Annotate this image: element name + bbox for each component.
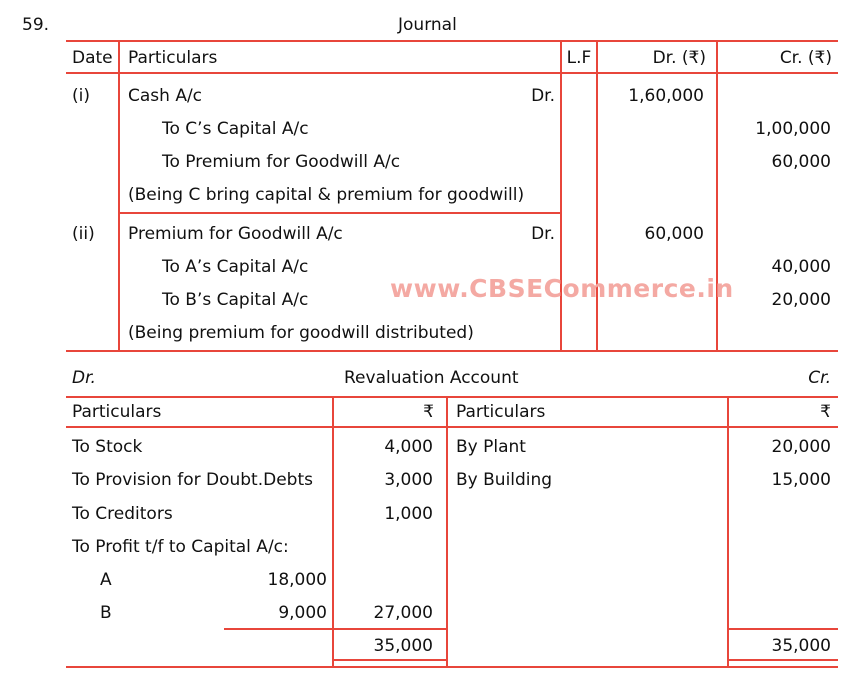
entry-1-date: (i) bbox=[72, 86, 90, 106]
journal-bottom-rule bbox=[66, 350, 838, 352]
journal-top-rule bbox=[66, 40, 838, 42]
reval-dr-total-double-rule bbox=[334, 659, 446, 661]
entry-2-dr-mark: Dr. bbox=[531, 224, 555, 244]
reval-profit-label: To Profit t/f to Capital A/c: bbox=[72, 537, 289, 557]
question-number: 59. bbox=[22, 15, 50, 35]
reval-cr-total-double-rule bbox=[729, 659, 838, 661]
reval-header-dr-amount: ₹ bbox=[423, 402, 434, 422]
journal-header-date: Date bbox=[72, 48, 113, 68]
reval-profit-partner-b: B bbox=[100, 603, 112, 623]
reval-debit-3-label: To Creditors bbox=[72, 504, 173, 524]
reval-dr-label: Dr. bbox=[72, 368, 96, 388]
reval-cr-label: Cr. bbox=[808, 368, 831, 388]
reval-title: Revaluation Account bbox=[344, 368, 519, 388]
reval-header-cr-amount: ₹ bbox=[820, 402, 831, 422]
journal-header-rule bbox=[66, 72, 838, 74]
entry-2-credit-1-account: To A’s Capital A/c bbox=[162, 257, 309, 277]
entry-2-credit-2-account: To B’s Capital A/c bbox=[162, 290, 309, 310]
entry-1-credit-1-amount: 1,00,000 bbox=[755, 119, 831, 139]
reval-cr-total-top-rule bbox=[729, 628, 838, 630]
watermark: www.CBSECommerce.in bbox=[390, 274, 734, 303]
journal-header-dr: Dr. (₹) bbox=[652, 48, 706, 68]
reval-shares-total-rule bbox=[224, 628, 332, 630]
entry-1-debit-amount: 1,60,000 bbox=[628, 86, 704, 106]
reval-debit-2-label: To Provision for Doubt.Debts bbox=[72, 470, 313, 490]
journal-title: Journal bbox=[398, 15, 457, 35]
journal-col-particulars-divider bbox=[560, 40, 562, 352]
reval-profit-partner-b-amount: 9,000 bbox=[278, 603, 327, 623]
reval-debit-2-amount: 3,000 bbox=[384, 470, 433, 490]
entry-2-narration: (Being premium for goodwill distributed) bbox=[128, 323, 474, 343]
journal-header-particulars: Particulars bbox=[128, 48, 218, 68]
journal-entry-separator bbox=[120, 212, 562, 214]
reval-debit-3-amount: 1,000 bbox=[384, 504, 433, 524]
reval-credit-2-label: By Building bbox=[456, 470, 553, 490]
journal-col-date-divider bbox=[118, 40, 120, 352]
reval-bottom-rule bbox=[66, 666, 838, 668]
reval-header-dr-particulars: Particulars bbox=[72, 402, 162, 422]
reval-dr-total-top-rule bbox=[334, 628, 446, 630]
entry-1-debit-account: Cash A/c bbox=[128, 86, 203, 106]
entry-2-debit-account: Premium for Goodwill A/c bbox=[128, 224, 343, 244]
entry-1-credit-1-account: To C’s Capital A/c bbox=[162, 119, 309, 139]
entry-2-credit-2-amount: 20,000 bbox=[771, 290, 831, 310]
entry-1-credit-2-account: To Premium for Goodwill A/c bbox=[162, 152, 401, 172]
reval-total-debit: 35,000 bbox=[373, 636, 433, 656]
reval-credit-2-amount: 15,000 bbox=[771, 470, 831, 490]
reval-top-rule bbox=[66, 396, 838, 398]
reval-profit-partner-a: A bbox=[100, 570, 112, 590]
reval-profit-total: 27,000 bbox=[373, 603, 433, 623]
reval-header-rule bbox=[66, 426, 838, 428]
reval-debit-1-amount: 4,000 bbox=[384, 437, 433, 457]
journal-header-lf: L.F bbox=[566, 48, 592, 68]
reval-total-credit: 35,000 bbox=[771, 636, 831, 656]
reval-header-cr-particulars: Particulars bbox=[456, 402, 546, 422]
journal-header-cr: Cr. (₹) bbox=[779, 48, 832, 68]
reval-debit-1-label: To Stock bbox=[72, 437, 143, 457]
entry-1-dr-mark: Dr. bbox=[531, 86, 555, 106]
entry-2-debit-amount: 60,000 bbox=[644, 224, 704, 244]
reval-profit-partner-a-amount: 18,000 bbox=[267, 570, 327, 590]
entry-1-narration: (Being C bring capital & premium for goodwill) bbox=[128, 185, 525, 205]
reval-credit-1-label: By Plant bbox=[456, 437, 526, 457]
reval-col-center-divider bbox=[446, 396, 448, 668]
entry-1-credit-2-amount: 60,000 bbox=[771, 152, 831, 172]
entry-2-date: (ii) bbox=[72, 224, 95, 244]
entry-2-credit-1-amount: 40,000 bbox=[771, 257, 831, 277]
reval-credit-1-amount: 20,000 bbox=[771, 437, 831, 457]
